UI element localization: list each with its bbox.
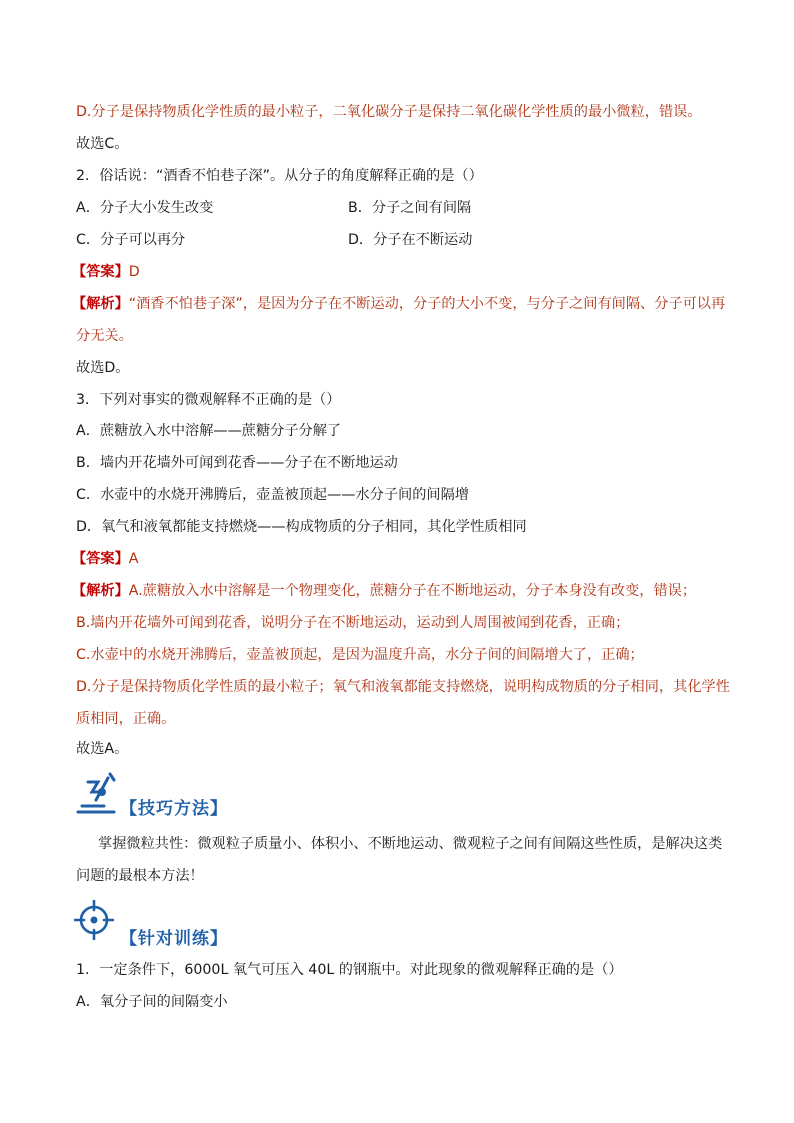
analysis-text: “酒香不怕巷子深”，是因为分子在不断运动，分子的大小不变，与分子之间有间隔、分子可以再 [128,296,726,312]
skills-section-title: 【技巧方法】 [120,799,228,819]
q2-choice: 故选D。 [76,360,130,376]
answer-tag: 【答案】 [72,551,129,567]
q3-choice: 故选A。 [76,741,129,757]
q2-answer [72,262,140,282]
q2-option-b: B．分子之间有间隔 [348,200,472,216]
q1-analysis-d: D.分子是保持物质化学性质的最小粒子，二氧化碳分子是保持二氧化碳化学性质的最小微粒，错误。 [76,104,702,120]
q3-option-a: A．蔗糖放入水中溶解——蔗糖分子分解了 [76,423,342,439]
q3-answer [72,549,138,569]
q3-option-b: B．墙内开花墙外可闻到花香——分子在不断地运动 [76,455,398,471]
q2-stem: 2．俗话说：“酒香不怕巷子深”。从分子的角度解释正确的是（） [76,168,483,184]
q3-analysis-c: C.水壶中的水烧开沸腾后，壶盖被顶起，是因为温度升高，水分子间的间隔增大了，正确； [76,647,644,663]
q3-analysis-b: B.墙内开花墙外可闻到花香，说明分子在不断地运动，运动到人周围被闻到花香，正确； [76,615,630,631]
analysis-tag: 【解析】 [72,296,129,312]
analysis-text-a: A.蔗糖放入水中溶解是一个物理变化，蔗糖分子在不断地运动，分子本身没有改变，错误； [128,583,697,599]
q3-analysis [72,581,696,601]
skills-text-continued: 问题的最根本方法！ [76,868,204,884]
training-q1-stem: 1．一定条件下，6000L 氧气可压入 40L 的钢瓶中。对此现象的微观解释正确的是（） [76,962,623,978]
analysis-tag: 【解析】 [72,583,129,599]
training-q1-option-a: A．氧分子间的间隔变小 [76,994,228,1010]
q3-analysis-d: D.分子是保持物质化学性质的最小粒子；氧气和液氧都能支持燃烧，说明构成物质的分子相同，其化学性 [76,679,730,695]
q3-option-d: D．氧气和液氧都能支持燃烧——构成物质的分子相同，其化学性质相同 [76,519,527,535]
answer-value: A [128,551,139,567]
q1-choice: 故选C。 [76,136,129,152]
q2-analysis-continued: 分无关。 [76,328,133,344]
crosshair-target-icon [74,900,114,940]
q3-analysis-d-continued: 质相同，正确。 [76,711,176,727]
q3-stem: 3．下列对事实的微观解释不正确的是（） [76,392,341,408]
training-section-title: 【针对训练】 [120,929,228,949]
q2-option-c: C．分子可以再分 [76,232,186,248]
skills-text: 掌握微粒共性：微观粒子质量小、体积小、不断地运动、微观粒子之间有间隔这些性质，是解决这类 [98,836,723,852]
q2-option-d: D．分子在不断运动 [348,232,473,248]
answer-value: D [128,264,140,280]
q2-option-a: A．分子大小发生改变 [76,200,214,216]
microscope-icon [74,772,118,816]
answer-tag: 【答案】 [72,264,129,280]
q3-option-c: C．水壶中的水烧开沸腾后，壶盖被顶起——水分子间的间隔增 [76,487,469,503]
q2-analysis [72,294,725,314]
